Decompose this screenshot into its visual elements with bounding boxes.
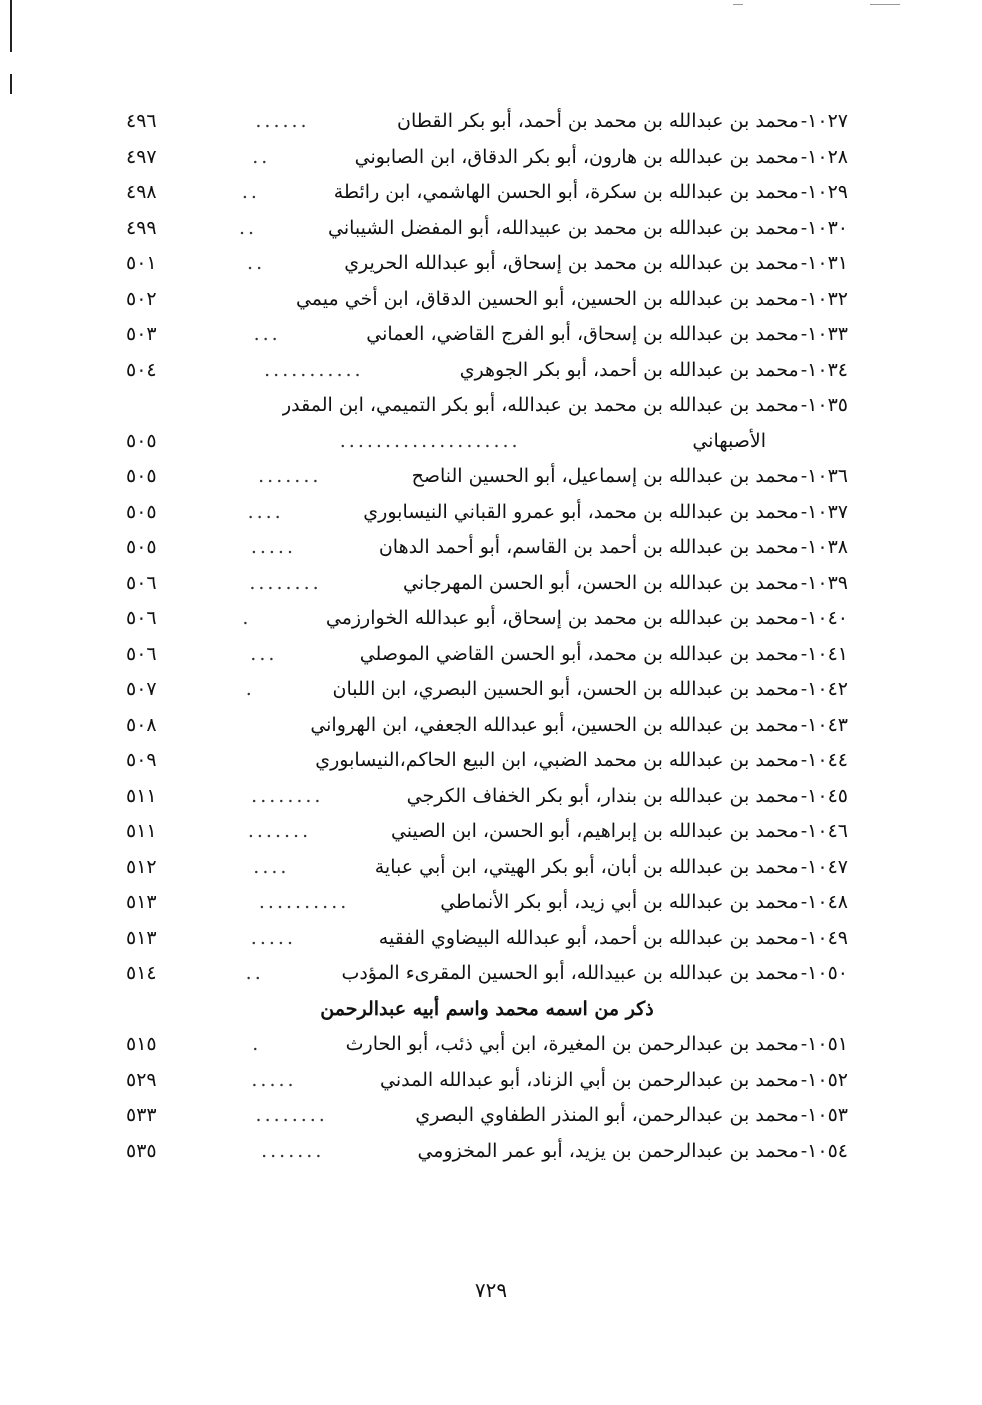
entry-number: ١٠٣٤-: [800, 358, 848, 381]
entry-number: ١٠٤٥-: [800, 784, 848, 807]
entry-number: ١٠٣٥-: [800, 394, 848, 416]
entry-page: ٥٠١: [126, 252, 157, 274]
entry-number: ١٠٤٤-: [800, 749, 848, 771]
entry-number: ١٠٤١-: [800, 642, 848, 665]
toc-entry: [126, 175, 848, 211]
toc-entry: [126, 246, 848, 282]
leader-dots: ......: [255, 110, 310, 132]
entry-title: محمد بن عبدالله بن محمد بن إسحاق، أبو عبدالله الحريري: [344, 252, 799, 274]
toc-entry: [126, 708, 848, 744]
entry-number: ١٠٢٧-: [800, 110, 848, 132]
leader-dots: .....: [251, 1068, 297, 1091]
entry-page: ٥٣٣: [126, 1104, 157, 1126]
entry-number: ١٠٥٣-: [800, 1104, 848, 1126]
entry-page: ٥٠٢: [126, 287, 157, 310]
toc-entry: [126, 140, 848, 176]
entry-page: ٤٩٩: [126, 216, 157, 239]
entry-number: ١٠٣١-: [800, 252, 848, 274]
entry-page: ٥٠٦: [126, 607, 157, 629]
toc-entry: [126, 388, 848, 424]
leader-dots: .....: [250, 536, 297, 558]
entry-number: ١٠٣٨-: [800, 536, 848, 558]
entry-page: ٤٩٦: [126, 110, 157, 132]
entry-number: ١٠٥٢-: [800, 1068, 848, 1091]
entry-page: ٥٠٦: [126, 642, 157, 665]
entry-number: ١٠٣٦-: [800, 465, 848, 487]
toc-entry: [126, 104, 848, 140]
leader-dots: ....: [253, 855, 290, 878]
entry-title: محمد بن عبدالله بن هارون، أبو بكر الدقاق، ابن الصابوني: [354, 145, 799, 168]
entry-page: ٥١٥: [126, 1033, 157, 1055]
entry-page: ٥٣٥: [126, 1139, 157, 1162]
toc-entry: [126, 459, 848, 495]
leader-dots: ........: [255, 1104, 328, 1126]
leader-dots: ..: [241, 181, 260, 203]
entry-title: محمد بن عبدالله بن الحسين، أبو الحسين الدقاق، ابن أخي ميمي: [295, 287, 799, 310]
entry-title: محمد بن عبدالرحمن بن المغيرة، ابن أبي ذئب، أبو الحارث: [345, 1033, 799, 1055]
entry-page: ٥٠٧: [126, 678, 157, 700]
entry-number: ١٠٥٠-: [800, 962, 848, 984]
entry-number: ١٠٢٨-: [800, 145, 848, 168]
entries-group: [126, 1027, 848, 1169]
page-number: ٧٢٩: [474, 1278, 508, 1302]
leader-dots: .: [242, 607, 252, 629]
toc-entry: [126, 1134, 848, 1170]
entry-number: ١٠٤٢-: [800, 678, 848, 700]
entry-title: محمد بن عبدالرحمن، أبو المنذر الطفاوي البصري: [415, 1104, 799, 1126]
entry-title: محمد بن عبدالله بن سكرة، أبو الحسن الهاشمي، ابن رائطة: [333, 181, 799, 203]
toc-entry: [126, 530, 848, 566]
entry-title: محمد بن عبدالرحمن بن أبي الزناد، أبو عبدالله المدني: [379, 1068, 799, 1091]
entry-title: محمد بن عبدالله بن الحسن، أبو الحسن المهرجاني: [403, 571, 799, 594]
entry-number: ١٠٤٨-: [800, 891, 848, 913]
entry-page: ٤٩٧: [126, 145, 157, 168]
entry-title: الأصبهاني: [692, 429, 766, 452]
toc-entry: [126, 1063, 848, 1099]
toc-entry: [126, 601, 848, 637]
entry-page: ٥١٤: [126, 962, 157, 984]
leader-dots: .: [245, 678, 255, 700]
entry-page: ٥١١: [126, 820, 157, 842]
entry-title: محمد بن عبدالله بن بندار، أبو بكر الخفاف الكرجي: [406, 784, 799, 807]
entry-number: ١٠٤٣-: [800, 713, 848, 736]
toc-entry: [126, 885, 848, 921]
leader-dots: ..: [238, 216, 258, 239]
scan-edge-mark: [10, 0, 12, 52]
entry-page: ٥١٣: [126, 891, 157, 913]
entry-page: ٥٠٥: [126, 465, 157, 487]
entry-number: ١٠٤٩-: [800, 926, 848, 949]
entry-number: ١٠٤٧-: [800, 855, 848, 878]
toc-entry: [126, 921, 848, 957]
entry-number: ١٠٣٠-: [800, 216, 848, 239]
scan-artifact: [870, 4, 900, 5]
entry-title: محمد بن عبدالله بن محمد بن إسحاق، أبو عبدالله الخوارزمي: [325, 607, 799, 629]
section-heading: ذكر من اسمه محمد واسم أبيه عبدالرحمن: [320, 997, 654, 1020]
leader-dots: ..: [247, 252, 266, 274]
entry-title: محمد بن عبدالله بن محمد الضبي، ابن البيع الحاكم،النيسابوري: [315, 749, 799, 771]
entry-title: محمد بن عبدالله بن إسماعيل، أبو الحسين الناصح: [411, 465, 799, 487]
entry-page: ٥٠٩: [126, 749, 157, 771]
entry-title: محمد بن عبدالله بن أبان، أبو بكر الهيتي، ابن أبي عباية: [374, 855, 799, 878]
entry-number: ١٠٣٧-: [800, 500, 848, 523]
entry-title: محمد بن عبدالله بن الحسن، أبو الحسين البصري، ابن اللبان: [332, 678, 799, 700]
entry-title: محمد بن عبدالله بن محمد بن عبدالله، أبو بكر التميمي، ابن المقدر: [281, 394, 799, 416]
entry-page: ٥٠٨: [126, 713, 157, 736]
toc-entry: [126, 495, 848, 531]
entry-number: ١٠٤٦-: [800, 820, 848, 842]
entry-number: ١٠٤٠-: [800, 607, 848, 629]
toc-entry: [126, 1098, 848, 1134]
toc-entry: [126, 1027, 848, 1063]
leader-dots: ........: [249, 571, 322, 594]
toc-entry: [126, 956, 848, 992]
entry-title: محمد بن عبدالله بن أحمد بن القاسم، أبو أحمد الدهان: [378, 536, 799, 558]
leader-dots: ....................: [339, 429, 521, 452]
entry-title: محمد بن عبدالله بن محمد بن أحمد، أبو بكر القطان: [396, 110, 799, 132]
toc-entry: [126, 211, 848, 247]
toc-entry: [126, 317, 848, 353]
entry-page: ٥٠٥: [126, 500, 157, 523]
toc-entry: [126, 637, 848, 673]
entry-title: محمد بن عبدالله بن عبيدالله، أبو الحسين المقرىء المؤدب: [341, 962, 799, 984]
entry-number: ١٠٣٣-: [800, 323, 848, 345]
entry-page: ٥٠٥: [126, 536, 157, 558]
scan-edge-mark: [10, 74, 12, 94]
toc-entry: [126, 566, 848, 602]
toc-entry: [126, 424, 848, 460]
entry-title: محمد بن عبدالله بن الحسين، أبو عبدالله الجعفي، ابن الهرواني: [310, 713, 799, 736]
entry-title: محمد بن عبدالله بن محمد، أبو الحسن القاضي الموصلي: [359, 642, 799, 665]
toc-entry: [126, 779, 848, 815]
leader-dots: ...........: [264, 358, 364, 381]
leader-dots: .....: [250, 926, 296, 949]
leader-dots: ..........: [258, 891, 350, 913]
leader-dots: ...: [253, 323, 281, 345]
entry-page: ٥١٢: [126, 855, 157, 878]
entry-number: ١٠٢٩-: [800, 181, 848, 203]
leader-dots: ....: [247, 500, 284, 523]
entry-page: ٥٢٩: [126, 1068, 157, 1091]
leader-dots: ........: [251, 784, 324, 807]
entry-page: ٥٠٥: [126, 429, 157, 452]
leader-dots: .......: [258, 465, 322, 487]
entry-page: ٤٩٨: [126, 181, 157, 203]
leader-dots: .......: [261, 1139, 325, 1162]
entry-title: محمد بن عبدالله بن إسحاق، أبو الفرج القاضي، العماني: [366, 323, 799, 345]
entry-number: ١٠٣٢-: [800, 287, 848, 310]
leader-dots: ..: [252, 145, 271, 168]
leader-dots: ...: [250, 642, 278, 665]
toc-entry: [126, 814, 848, 850]
leader-dots: .......: [247, 820, 312, 842]
leader-dots: ..: [245, 962, 264, 984]
scan-artifact: [733, 4, 743, 5]
entry-page: ٥٠٦: [126, 571, 157, 594]
entry-number: ١٠٥٤-: [800, 1139, 848, 1162]
entry-number: ١٠٣٩-: [800, 571, 848, 594]
toc-entry: [126, 672, 848, 708]
entry-title: محمد بن عبدالرحمن بن يزيد، أبو عمر المخزومي: [417, 1139, 799, 1162]
entries-group: [126, 104, 848, 992]
entry-title: محمد بن عبدالله بن محمد بن عبيدالله، أبو المفضل الشيباني: [327, 216, 799, 239]
entry-page: ٥٠٤: [126, 358, 157, 381]
entry-title: محمد بن عبدالله بن أحمد، أبو بكر الجوهري: [459, 358, 799, 381]
entry-number: ١٠٥١-: [800, 1033, 848, 1055]
entry-title: محمد بن عبدالله بن أبي زيد، أبو بكر الأنماطي: [440, 891, 799, 913]
toc-entry: [126, 850, 848, 886]
entry-page: ٥٠٣: [126, 323, 157, 345]
entry-page: ٥١١: [126, 784, 157, 807]
leader-dots: .: [252, 1033, 262, 1055]
toc-entry: [126, 353, 848, 389]
table-of-contents: [126, 104, 848, 1169]
entry-page: ٥١٣: [126, 926, 157, 949]
entry-title: محمد بن عبدالله بن إبراهيم، أبو الحسن، ابن الصيني: [390, 820, 799, 842]
entry-title: محمد بن عبدالله بن محمد، أبو عمرو القباني النيسابوري: [363, 500, 799, 523]
entry-title: محمد بن عبدالله بن أحمد، أبو عبدالله البيضاوي الفقيه: [378, 926, 799, 949]
toc-entry: [126, 743, 848, 779]
toc-entry: [126, 282, 848, 318]
